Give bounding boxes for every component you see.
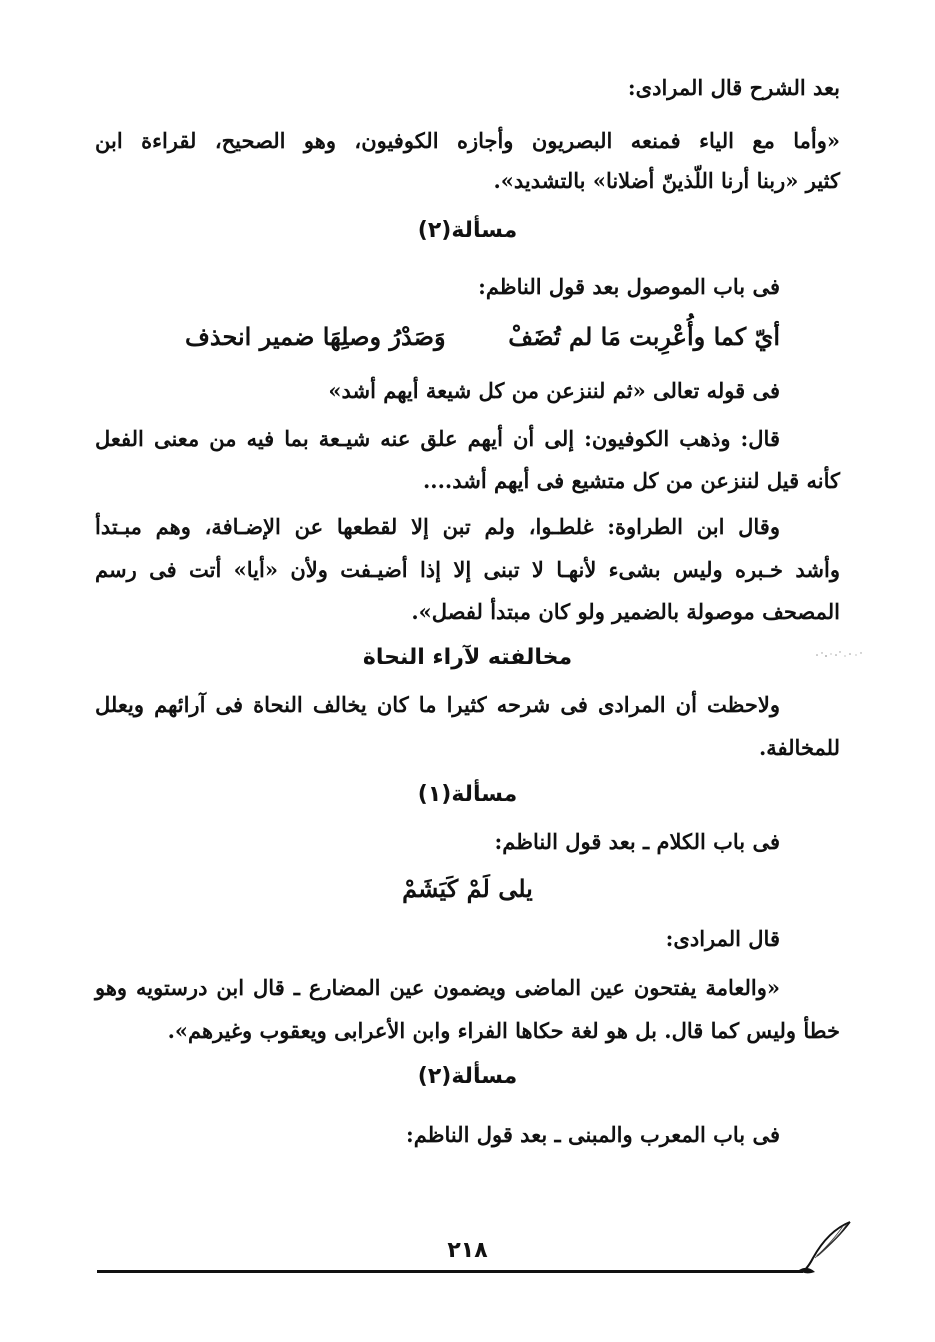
text-line: كثير «ربنا أرنا اللّذينّ أضلانا» بالتشديد». xyxy=(493,168,840,193)
verse-hemistich-first: أيّ كما وأُعْرِبت مَا لم تُضَفْ xyxy=(508,322,780,351)
text-line: للمخالفة. xyxy=(758,735,840,760)
text-line: المصحف موصولة بالضمير ولو كان مبتدأ لفصل». xyxy=(411,599,840,624)
quill-ornament-icon xyxy=(795,1218,855,1278)
text-line: ولاحظت أن المرادى فى شرحه كثيرا ما كان يخالف النحاة فى آرائهم ويعلل xyxy=(95,692,780,717)
text-line: «وأما مع الياء فمنعه البصريون وأجازه الكوفيون، وهو الصحيح، لقراءة ابن xyxy=(95,128,840,153)
text-line: قال المرادى: xyxy=(665,926,780,951)
page-number: ٢١٨ xyxy=(447,1238,488,1263)
section-heading: مسألة(١) xyxy=(417,782,518,807)
section-heading: مسألة(٢) xyxy=(417,1064,518,1089)
verse-hemistich-second: وَصَدْرُ وصلِهَا ضمير انحذف xyxy=(185,322,446,351)
text-line: قال: وذهب الكوفيون: إلى أن أيهم علق عنه شيـعة بما فيه من معنى الفعل xyxy=(95,426,780,451)
text-line: بعد الشرح قال المرادى: xyxy=(627,75,840,100)
text-line: فى باب المعرب والمبنى ـ بعد قول الناظم: xyxy=(406,1122,780,1147)
text-line: «والعامة يفتحون عين الماضى ويضمون عين المضارع ـ قال ابن درستويه وهو xyxy=(95,975,780,1000)
section-heading: مخالفته لآراء النحاة xyxy=(362,645,573,670)
text-line: كأنه قيل لننزعن من كل متشيع فى أيهم أشد.... xyxy=(423,468,840,493)
footer-rule xyxy=(97,1270,803,1273)
text-line: فى قوله تعالى «ثم لننزعن من كل شيعة أيهم أشد» xyxy=(328,378,780,403)
verse-line: يلى لَمْ كَيَشَمْ xyxy=(402,874,533,903)
text-line: وقال ابن الطراوة: غلطـوا، ولم تبن إلا لقطعها عن الإضـافة، وهم مبـتدأ xyxy=(95,514,780,539)
text-line: فى باب الكلام ـ بعد قول الناظم: xyxy=(494,829,780,854)
text-line: وأشد خـبره وليس بشىء لأنهـا لا تبنى إلا إذا أضيـفت ولأن «أيا» أتت فى رسم xyxy=(95,557,840,582)
text-line: خطأ وليس كما قال. بل هو لغة حكاها الفراء وابن الأعرابى ويعقوب وغيرهم». xyxy=(167,1018,840,1043)
scan-speckle xyxy=(812,648,867,662)
text-line: فى باب الموصول بعد قول الناظم: xyxy=(478,274,780,299)
section-heading: مسألة(٢) xyxy=(417,218,518,243)
